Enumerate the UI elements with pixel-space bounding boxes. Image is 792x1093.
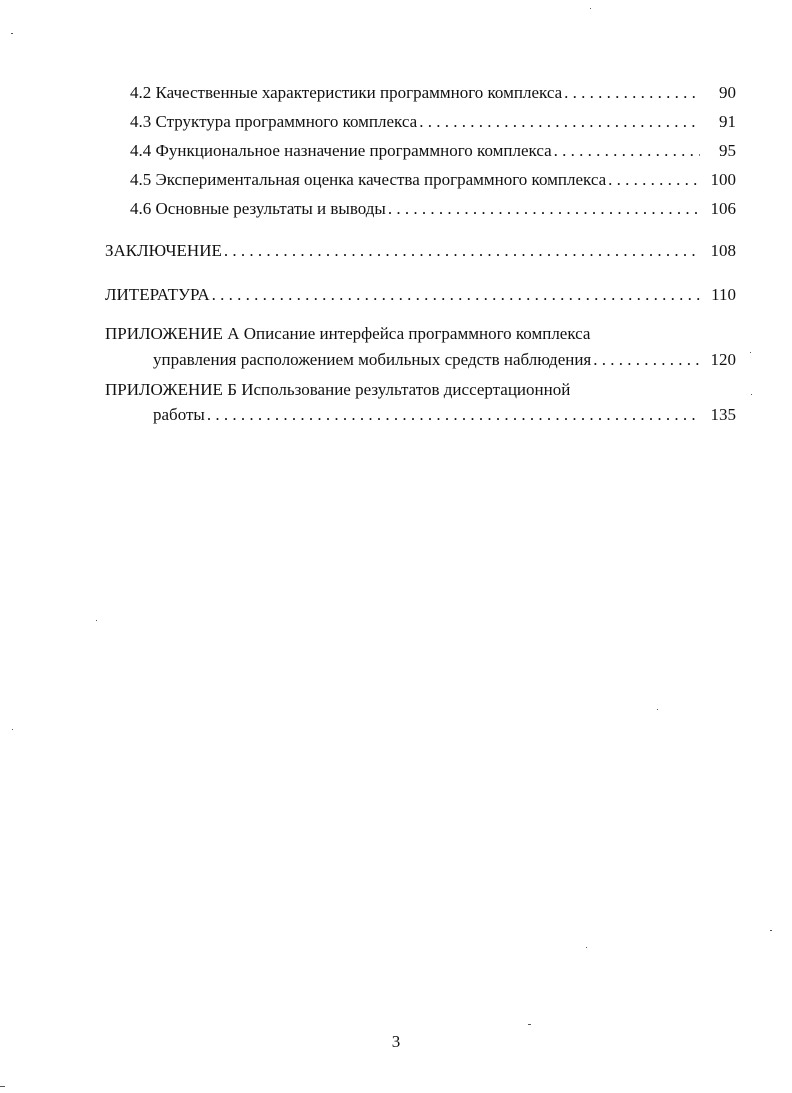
toc-entry-literature xyxy=(105,285,736,305)
toc-leader-dots xyxy=(564,83,700,103)
toc-page-number: 95 xyxy=(719,141,736,160)
toc-entry-label: ПРИЛОЖЕНИЕ А Описание интерфейса программного комплекса xyxy=(105,324,591,343)
toc-page-number: 90 xyxy=(719,83,736,102)
toc-page-number: 106 xyxy=(710,199,736,218)
toc-page-number: 120 xyxy=(710,350,736,369)
toc-entry-appendix-b-title xyxy=(105,380,736,400)
toc-entry-4-5 xyxy=(130,170,736,190)
toc-entry-label: 4.5 Экспериментальная оценка качества программного комплекса xyxy=(130,170,607,189)
toc-entry-label: ЗАКЛЮЧЕНИЕ xyxy=(105,241,222,260)
scan-speck xyxy=(751,394,752,395)
toc-entry-4-3 xyxy=(130,112,736,132)
toc-entry-label: ПРИЛОЖЕНИЕ Б Использование результатов диссертационной xyxy=(105,380,571,399)
toc-entry-label: 4.2 Качественные характеристики программного комплекса xyxy=(130,83,563,102)
scan-speck xyxy=(12,729,13,730)
toc-entry-4-6 xyxy=(130,199,736,219)
toc-entry-4-2 xyxy=(130,83,736,103)
toc-entry-conclusion xyxy=(105,241,736,261)
scan-speck xyxy=(96,620,97,621)
toc-leader-dots xyxy=(224,241,700,261)
toc-entry-label: 4.6 Основные результаты и выводы xyxy=(130,199,386,218)
page-number: 3 xyxy=(391,1032,401,1051)
toc-entry-label-continuation: управления расположением мобильных средств наблюдения xyxy=(153,350,592,369)
toc-leader-dots xyxy=(608,170,700,190)
scan-speck xyxy=(770,930,772,931)
toc-leader-dots xyxy=(207,405,700,425)
toc-entry-label: 4.4 Функциональное назначение программного комплекса xyxy=(130,141,552,160)
scan-speck xyxy=(750,352,751,353)
toc-page-number: 135 xyxy=(710,405,736,424)
toc-entry-label: ЛИТЕРАТУРА xyxy=(105,285,210,304)
scan-speck xyxy=(528,1024,531,1025)
toc-page-number: 100 xyxy=(710,170,736,189)
toc-leader-dots xyxy=(419,112,700,132)
toc-entry-appendix-a-title xyxy=(105,324,736,344)
scan-speck xyxy=(590,8,591,9)
scan-speck xyxy=(657,709,658,710)
toc-leader-dots xyxy=(212,285,700,305)
toc-entry-label: 4.3 Структура программного комплекса xyxy=(130,112,418,131)
toc-leader-dots xyxy=(388,199,700,219)
toc-leader-dots xyxy=(593,350,700,370)
toc-entry-4-4 xyxy=(130,141,736,161)
toc-entry-label-continuation: работы xyxy=(153,405,205,424)
toc-page-number: 91 xyxy=(719,112,736,131)
toc-leader-dots xyxy=(554,141,700,161)
toc-page-number: 108 xyxy=(710,241,736,260)
toc-entry-appendix-a-continuation xyxy=(153,350,736,370)
toc-entry-appendix-b-continuation xyxy=(153,405,736,425)
toc-page-number: 110 xyxy=(711,285,736,304)
scan-speck xyxy=(586,947,587,948)
scan-speck xyxy=(0,1086,5,1087)
scan-speck xyxy=(11,33,13,34)
